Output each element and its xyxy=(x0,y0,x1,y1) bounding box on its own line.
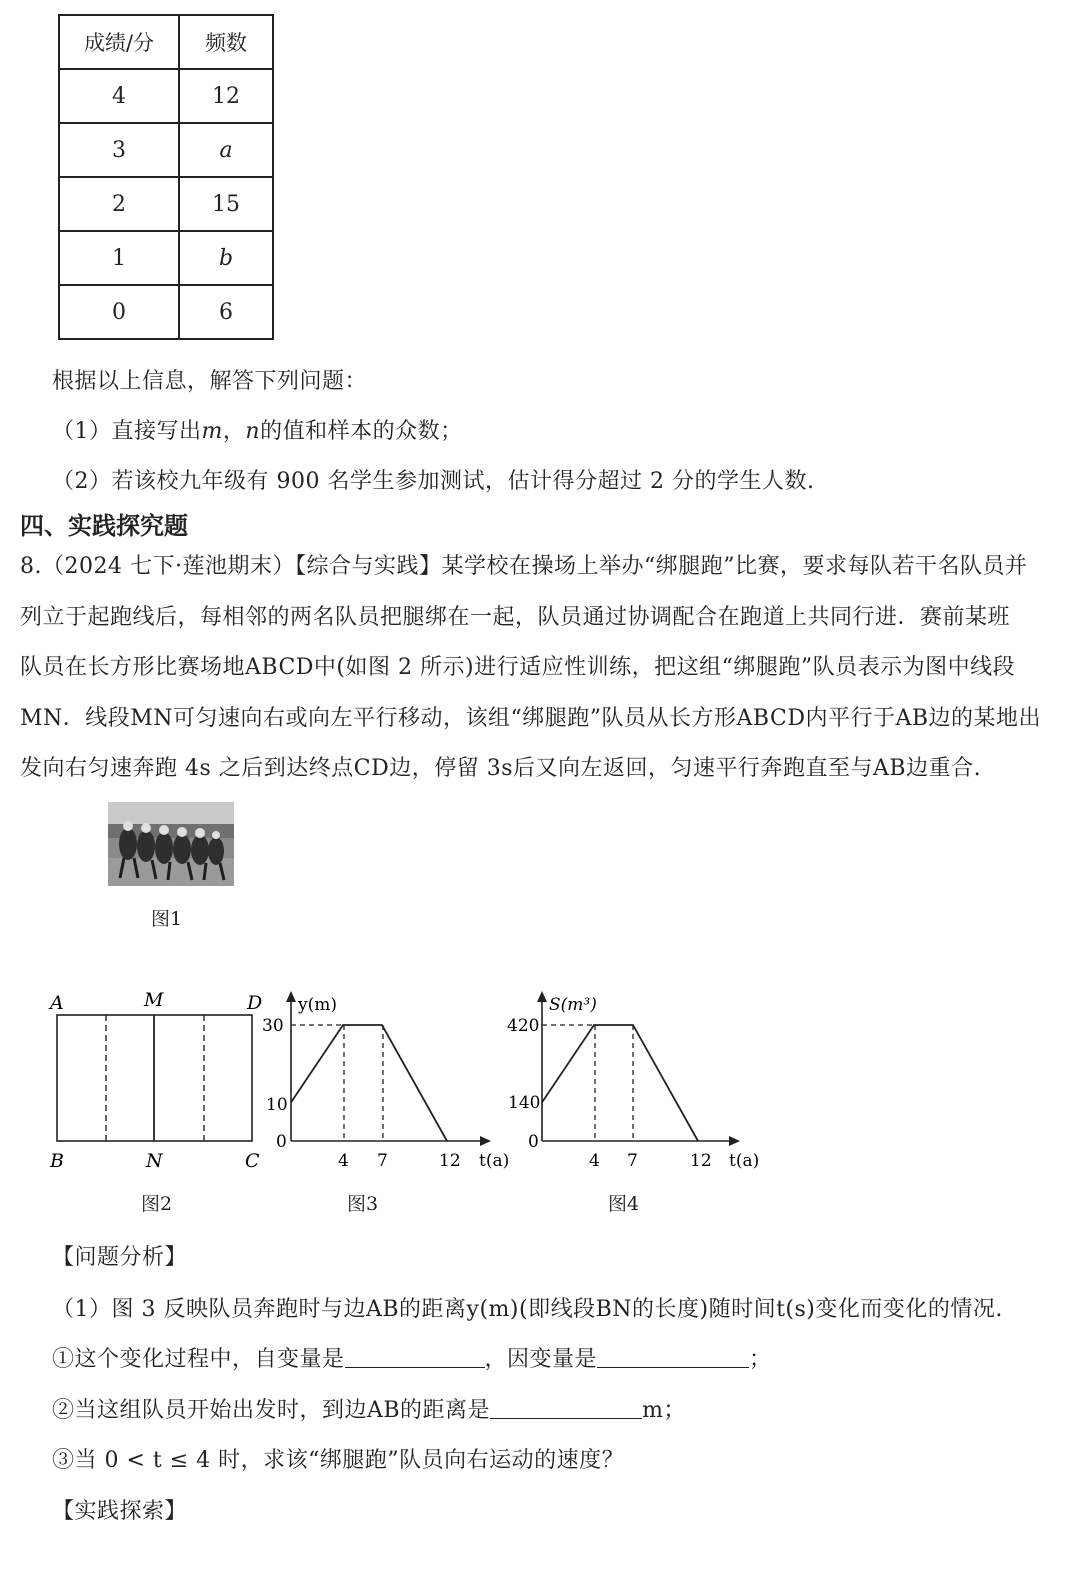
score-cell: 2 xyxy=(59,177,179,231)
q7-part1-suffix: 的值和样本的众数； xyxy=(260,419,463,444)
table-row xyxy=(59,231,273,285)
sub-q2-end: m； xyxy=(642,1398,686,1423)
table-row xyxy=(59,177,273,231)
x-tick-7: 7 xyxy=(627,1151,638,1171)
frequency-cell: b xyxy=(179,231,273,285)
x-tick-12: 12 xyxy=(690,1151,712,1171)
var-n: n xyxy=(245,419,261,444)
x-axis-arrow xyxy=(729,1136,740,1146)
y-axis-label: y(m) xyxy=(298,995,337,1015)
fig1-caption: 图1 xyxy=(151,908,183,930)
x-tick-4: 4 xyxy=(338,1151,349,1171)
analysis-question-1: （1）图 3 反映队员奔跑时与边AB的距离y(m)(即线段BN的长度)随时间t(s)变化而变化的情况. xyxy=(52,1297,1003,1322)
sub-question-2 xyxy=(52,1393,686,1424)
sub-question-3: ③当 0 < t ≤ 4 时，求该“绑腿跑”队员向右运动的速度？ xyxy=(52,1448,625,1473)
label-m: M xyxy=(144,989,164,1011)
figure-3-chart xyxy=(258,988,518,1178)
figure-2-rectangle xyxy=(40,985,270,1180)
table-header-row xyxy=(59,15,273,69)
frequency-cell: 6 xyxy=(179,285,273,339)
x-axis-label: t(a) xyxy=(479,1151,510,1171)
sub-q2-prefix: ②当这组队员开始出发时，到边AB的距离是 xyxy=(52,1398,491,1423)
sub-question-1 xyxy=(52,1342,772,1373)
q8-line-1: 8.（2024 七下·莲池期末）【综合与实践】某学校在操场上举办“绑腿跑”比赛，要求每队若干名队员并 xyxy=(20,554,1028,579)
x-tick-7: 7 xyxy=(377,1151,388,1171)
header-score: 成绩/分 xyxy=(59,15,179,69)
q7-part1-prefix: （1）直接写出 xyxy=(52,419,202,444)
table-row xyxy=(59,285,273,339)
frequency-cell: a xyxy=(179,123,273,177)
frequency-cell: 12 xyxy=(179,69,273,123)
table-row xyxy=(59,123,273,177)
score-cell: 1 xyxy=(59,231,179,285)
y-tick-420: 420 xyxy=(507,1016,540,1036)
frequency-cell: 15 xyxy=(179,177,273,231)
series-line xyxy=(291,1025,447,1141)
y-tick-10: 10 xyxy=(266,1095,288,1115)
table-row xyxy=(59,69,273,123)
q7-part2: （2）若该校九年级有 900 名学生参加测试，估计得分超过 2 分的学生人数. xyxy=(52,469,815,494)
x-tick-4: 4 xyxy=(589,1151,600,1171)
y-axis-label: S(m³) xyxy=(549,995,597,1015)
y-axis-arrow xyxy=(537,991,547,1002)
x-tick-12: 12 xyxy=(439,1151,461,1171)
frequency-table xyxy=(58,14,274,340)
sub-q1-prefix: ①这个变化过程中，自变量是 xyxy=(52,1347,345,1372)
q7-intro: 根据以上信息，解答下列问题： xyxy=(52,369,368,394)
label-n: N xyxy=(146,1150,163,1172)
y-tick-0: 0 xyxy=(276,1132,287,1152)
label-a: A xyxy=(50,992,64,1014)
var-m: m xyxy=(201,419,223,444)
analysis-heading: 【问题分析】 xyxy=(52,1245,188,1270)
sub-q1-middle: ，因变量是 xyxy=(484,1347,598,1372)
y-tick-0: 0 xyxy=(528,1132,539,1152)
x-axis-arrow xyxy=(480,1136,491,1146)
score-cell: 0 xyxy=(59,285,179,339)
y-tick-140: 140 xyxy=(508,1093,541,1113)
fig2-caption: 图2 xyxy=(141,1193,173,1215)
q8-line-5: 发向右匀速奔跑 4s 之后到达终点CD边，停留 3s后又向左返回，匀速平行奔跑直至与AB边重合. xyxy=(20,756,982,781)
race-photo xyxy=(108,802,234,886)
label-c: C xyxy=(245,1150,260,1172)
q8-line-3: 队员在长方形比赛场地ABCD中(如图 2 所示)进行适应性训练，把这组“绑腿跑”队员表示为图中线段 xyxy=(20,655,1016,680)
label-b: B xyxy=(50,1150,64,1172)
q7-part1-comma: ， xyxy=(222,419,246,444)
answer-blank-dependent-variable[interactable] xyxy=(597,1345,749,1368)
label-d: D xyxy=(247,992,263,1014)
series-line xyxy=(542,1025,698,1141)
answer-blank-independent-variable[interactable] xyxy=(345,1345,485,1368)
section-title: 四、实践探究题 xyxy=(20,512,188,540)
score-cell: 3 xyxy=(59,123,179,177)
sub-q1-end: ； xyxy=(749,1347,772,1372)
figure-4-chart xyxy=(505,988,770,1178)
q8-line-2: 列立于起跑线后，每相邻的两名队员把腿绑在一起，队员通过协调配合在跑道上共同行进．赛前某班 xyxy=(20,605,1011,630)
q8-line-4: MN．线段MN可匀速向右或向左平行移动，该组“绑腿跑”队员从长方形ABCD内平行于AB边的某地出 xyxy=(20,706,1042,731)
score-cell: 4 xyxy=(59,69,179,123)
answer-blank-start-distance[interactable] xyxy=(490,1396,642,1419)
fig4-caption: 图4 xyxy=(608,1193,640,1215)
y-axis-arrow xyxy=(286,991,296,1002)
q7-part1 xyxy=(52,414,463,445)
x-axis-label: t(a) xyxy=(729,1151,760,1171)
y-tick-30: 30 xyxy=(262,1016,284,1036)
fig3-caption: 图3 xyxy=(347,1193,379,1215)
practice-heading: 【实践探索】 xyxy=(52,1499,188,1524)
header-frequency: 频数 xyxy=(179,15,273,69)
